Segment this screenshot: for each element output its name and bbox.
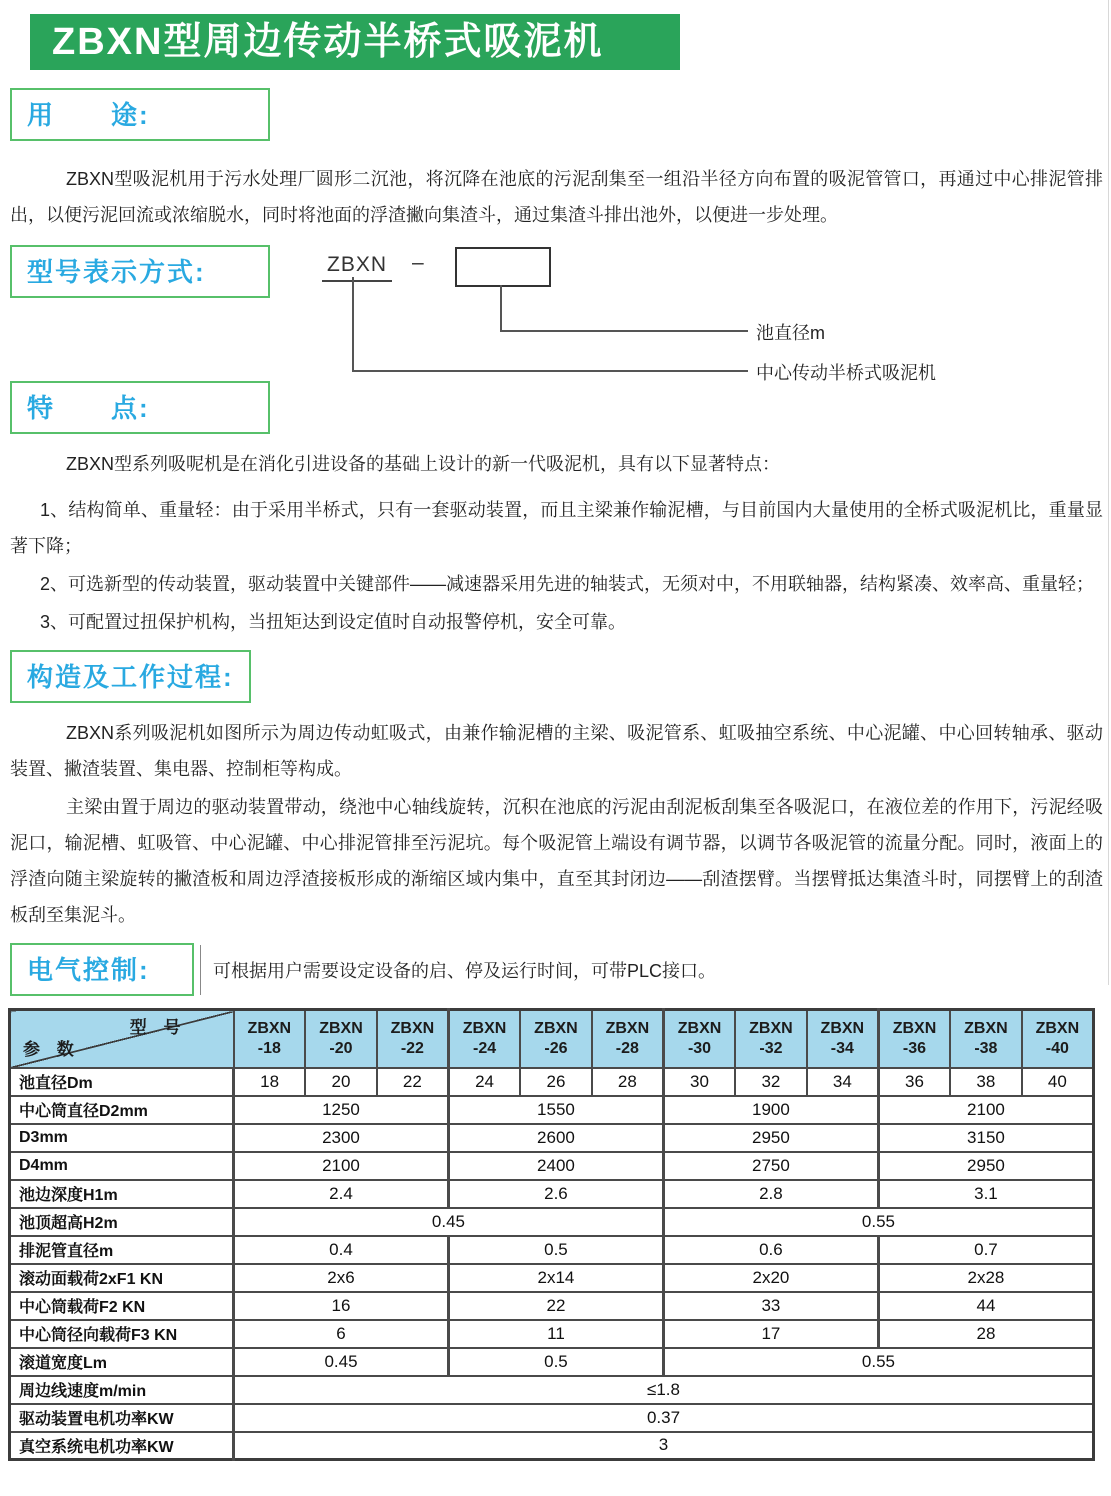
value-cell: 2750 [663, 1152, 878, 1180]
value-cell: 11 [448, 1320, 663, 1348]
diagram-line-vertical-2 [352, 277, 354, 371]
value-cell: 17 [663, 1320, 878, 1348]
table-row [10, 1124, 1094, 1152]
table-row [10, 1208, 1094, 1236]
usage-paragraph: ZBXN型吸泥机用于污水处理厂圆形二沉池，将沉降在池底的污泥刮集至一组沿半径方向布置的吸泥管管口，再通过中心排泥管排出，以便污泥回流或浓缩脱水，同时将池面的浮渣撇向集渣斗，通过集渣斗排出池外，以便进一步处理。 [10, 169, 1103, 225]
value-cell: 28 [592, 1068, 664, 1096]
value-cell: 0.5 [448, 1236, 663, 1264]
value-cell: 33 [663, 1292, 878, 1320]
divider-line [200, 945, 201, 995]
row-label: 真空系统电机功率KW [10, 1432, 234, 1460]
model-header-cell: ZBXN -36 [878, 1010, 950, 1068]
model-header-cell: ZBXN -32 [735, 1010, 807, 1068]
row-label: 池边深度H1m [10, 1180, 234, 1208]
section-heading-electrical [10, 943, 194, 996]
page-edge-line [1108, 0, 1109, 985]
value-cell: 2950 [663, 1124, 878, 1152]
model-header-cell: ZBXN -26 [520, 1010, 592, 1068]
value-cell: 38 [950, 1068, 1022, 1096]
value-cell: 44 [878, 1292, 1093, 1320]
features-intro: ZBXN型系列吸呢机是在消化引进设备的基础上设计的新一代吸泥机，具有以下显著特点： [66, 454, 781, 474]
value-cell: 0.7 [878, 1236, 1093, 1264]
table-row [10, 1320, 1094, 1348]
value-cell: 2.8 [663, 1180, 878, 1208]
row-label: 池直径Dm [10, 1068, 234, 1096]
value-cell: 36 [878, 1068, 950, 1096]
table-row [10, 1096, 1094, 1124]
structure-heading-label: 构造及工作过程: [27, 662, 234, 692]
electrical-heading-label: 电气控制: [27, 955, 150, 985]
table-row [10, 1432, 1094, 1460]
model-header-cell: ZBXN -24 [448, 1010, 520, 1068]
value-cell: 0.55 [663, 1348, 1093, 1376]
value-cell: 2.4 [234, 1180, 449, 1208]
section-heading-structure [10, 650, 251, 703]
value-cell: 22 [377, 1068, 449, 1096]
feature-item: 3、可配置过扭保护机构，当扭矩达到设定值时自动报警停机，安全可靠。 [40, 612, 627, 632]
section-heading-usage [10, 88, 270, 141]
value-cell: 2950 [878, 1152, 1093, 1180]
value-cell: 2x20 [663, 1264, 878, 1292]
value-cell: 2x28 [878, 1264, 1093, 1292]
page-title: ZBXN型周边传动半桥式吸泥机 [52, 21, 604, 63]
row-label: D3mm [10, 1124, 234, 1152]
row-label: 中心筒载荷F2 KN [10, 1292, 234, 1320]
value-cell: 2600 [448, 1124, 663, 1152]
table-row [10, 1152, 1094, 1180]
row-label: 周边线速度m/min [10, 1376, 234, 1404]
value-cell: 1250 [234, 1096, 449, 1124]
table-row [10, 1068, 1094, 1096]
value-cell: 0.55 [663, 1208, 1093, 1236]
row-label: 中心筒直径D2mm [10, 1096, 234, 1124]
value-cell: 18 [234, 1068, 306, 1096]
row-label: D4mm [10, 1152, 234, 1180]
value-cell: 22 [448, 1292, 663, 1320]
electrical-control-row [0, 943, 1103, 996]
diagram-line-horizontal-2 [352, 370, 748, 372]
row-label: 滚动面载荷2xF1 KN [10, 1264, 234, 1292]
model-header-cell: ZBXN -28 [592, 1010, 664, 1068]
value-cell: 6 [234, 1320, 449, 1348]
corner-label-parameter: 参 数 [23, 1039, 80, 1059]
value-cell: 0.4 [234, 1236, 449, 1264]
table-corner-cell [10, 1010, 234, 1068]
diagram-line-horizontal-1 [500, 330, 748, 332]
model-size-box [455, 247, 551, 287]
value-cell: 0.45 [234, 1208, 664, 1236]
page-title-banner [30, 14, 680, 70]
value-cell: 30 [663, 1068, 735, 1096]
table-header-row [10, 1010, 1094, 1068]
model-dash: – [412, 251, 424, 274]
value-cell: 26 [520, 1068, 592, 1096]
value-cell: 0.45 [234, 1348, 449, 1376]
value-cell: 0.37 [234, 1404, 1094, 1432]
model-heading-label: 型号表示方式: [27, 257, 206, 287]
value-cell: 1900 [663, 1096, 878, 1124]
section-heading-features [10, 381, 270, 434]
spec-table-head [10, 1010, 1094, 1068]
value-cell: 2300 [234, 1124, 449, 1152]
row-label: 中心筒径向载荷F3 KN [10, 1320, 234, 1348]
table-row [10, 1264, 1094, 1292]
feature-item: 2、可选新型的传动装置，驱动装置中关键部件——减速器采用先进的轴装式，无须对中，不用联轴器，结构紧凑、效率高、重量轻； [40, 574, 1095, 594]
table-row [10, 1348, 1094, 1376]
feature-item: 1、结构简单、重量轻：由于采用半桥式，只有一套驱动装置，而且主梁兼作输泥槽，与目前国内大量使用的全桥式吸泥机比，重量显著下降； [10, 500, 1103, 556]
structure-paragraph-2: 主梁由置于周边的驱动装置带动，绕池中心轴线旋转，沉积在池底的污泥由刮泥板刮集至各吸泥口，在液位差的作用下，污泥经吸泥口，输泥槽、虹吸管、中心泥罐、中心排泥管排至污泥坑。每个吸泥管上端设有调节器，以调节各吸泥管的流量分配。同时，液面上的浮渣向随主梁旋转的撇渣板和周边浮渣接板形成的渐缩区域内集中，直至其封闭边——刮渣摆臂。当摆臂抵达集渣斗时，同摆臂上的刮渣板刮至集泥斗。 [10, 797, 1103, 925]
model-header-cell: ZBXN -34 [807, 1010, 879, 1068]
value-cell: 40 [1022, 1068, 1094, 1096]
model-diagram-label-pool-diameter: 池直径m [756, 323, 825, 343]
diagram-line-vertical-1 [500, 285, 502, 331]
model-header-cell: ZBXN -18 [234, 1010, 306, 1068]
model-header-cell: ZBXN -30 [663, 1010, 735, 1068]
features-heading-label: 特 点: [27, 393, 150, 423]
value-cell: 1550 [448, 1096, 663, 1124]
value-cell: 2100 [878, 1096, 1093, 1124]
model-designation-section [10, 245, 1111, 381]
value-cell: ≤1.8 [234, 1376, 1094, 1404]
model-header-cell: ZBXN -38 [950, 1010, 1022, 1068]
value-cell: 2100 [234, 1152, 449, 1180]
table-row [10, 1292, 1094, 1320]
spec-table [8, 1008, 1095, 1461]
value-cell: 24 [448, 1068, 520, 1096]
row-label: 驱动装置电机功率KW [10, 1404, 234, 1432]
model-header-cell: ZBXN -20 [305, 1010, 377, 1068]
value-cell: 2400 [448, 1152, 663, 1180]
row-label: 排泥管直径m [10, 1236, 234, 1264]
row-label: 池顶超高H2m [10, 1208, 234, 1236]
value-cell: 32 [735, 1068, 807, 1096]
value-cell: 2.6 [448, 1180, 663, 1208]
spec-table-body [10, 1068, 1094, 1460]
value-cell: 2x14 [448, 1264, 663, 1292]
model-code-text: ZBXN [322, 253, 392, 282]
row-label: 滚道宽度Lm [10, 1348, 234, 1376]
table-row [10, 1180, 1094, 1208]
model-header-cell: ZBXN -22 [377, 1010, 449, 1068]
table-row [10, 1404, 1094, 1432]
value-cell: 20 [305, 1068, 377, 1096]
value-cell: 3 [234, 1432, 1094, 1460]
model-diagram-label-machine-type: 中心传动半桥式吸泥机 [756, 363, 936, 383]
value-cell: 34 [807, 1068, 879, 1096]
model-header-cell: ZBXN -40 [1022, 1010, 1094, 1068]
value-cell: 0.6 [663, 1236, 878, 1264]
section-heading-model [10, 245, 270, 298]
electrical-body-text: 可根据用户需要设定设备的启、停及运行时间，可带PLC接口。 [213, 960, 717, 981]
structure-paragraph-1: ZBXN系列吸泥机如图所示为周边传动虹吸式，由兼作输泥槽的主梁、吸泥管系、虹吸抽空系统、中心泥罐、中心回转轴承、驱动装置、撇渣装置、集电器、控制柜等构成。 [10, 723, 1103, 779]
table-row [10, 1236, 1094, 1264]
value-cell: 2x6 [234, 1264, 449, 1292]
value-cell: 3150 [878, 1124, 1093, 1152]
table-row [10, 1376, 1094, 1404]
value-cell: 3.1 [878, 1180, 1093, 1208]
corner-label-model: 型 号 [129, 1018, 187, 1037]
value-cell: 16 [234, 1292, 449, 1320]
value-cell: 28 [878, 1320, 1093, 1348]
usage-heading-label: 用 途: [27, 100, 150, 130]
value-cell: 0.5 [448, 1348, 663, 1376]
